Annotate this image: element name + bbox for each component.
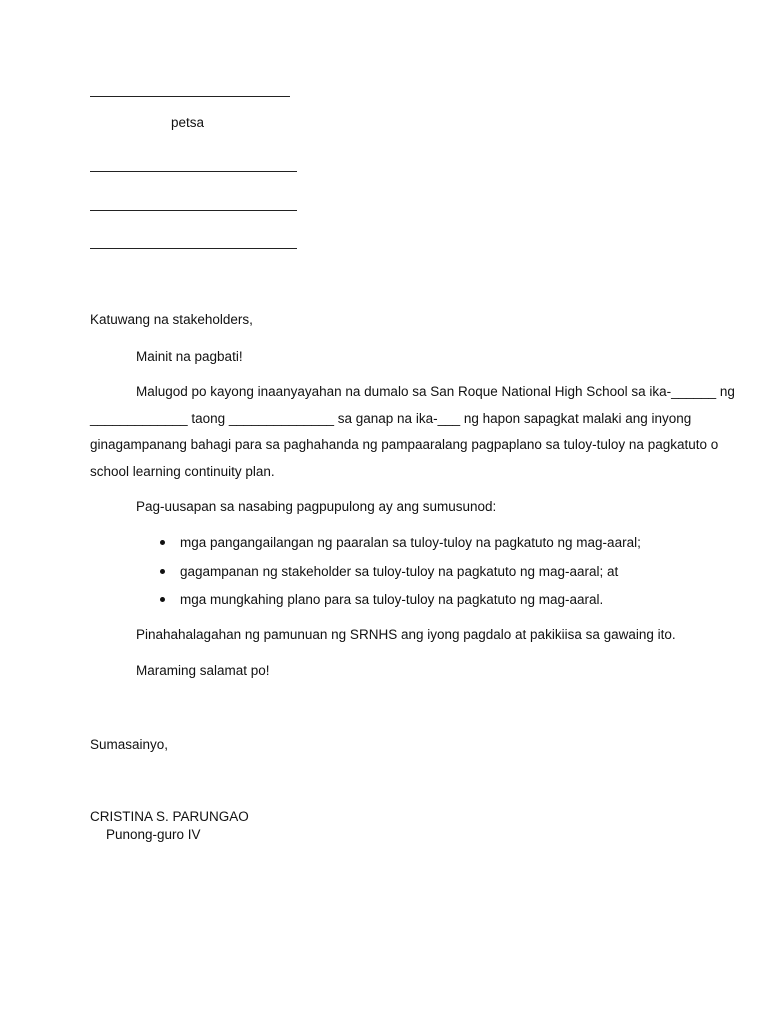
list-item: mga pangangailangan ng paaralan sa tuloy-tuloy na pagkatuto ng mag-aaral;	[160, 535, 641, 564]
list-item: gagampanan ng stakeholder sa tuloy-tuloy na pagkatuto ng mag-aaral; at	[160, 564, 641, 593]
list-item: mga mungkahing plano para sa tuloy-tuloy na pagkatuto ng mag-aaral.	[160, 592, 641, 621]
date-label: petsa	[171, 115, 205, 130]
thanks: Maraming salamat po!	[136, 663, 270, 678]
date-blank-line	[90, 96, 290, 97]
invitation-line-4: school learning continuity plan.	[90, 464, 275, 479]
greeting: Mainit na pagbati!	[136, 349, 243, 364]
recipient-blank-line-1	[90, 171, 297, 172]
agenda-intro: Pag-uusapan sa nasabing pagpupulong ay ang sumusunod:	[136, 499, 497, 514]
appreciation: Pinahahalagahan ng pamunuan ng SRNHS ang iyong pagdalo at pakikiisa sa gawaing ito.	[136, 627, 676, 642]
salutation: Katuwang na stakeholders,	[90, 312, 253, 327]
recipient-blank-line-2	[90, 210, 297, 211]
signatory-title: Punong-guro IV	[106, 827, 201, 842]
invitation-line-3: ginagampanang bahagi para sa paghahanda ng pampaaralang pagpaplano sa tuloy-tuloy na pagkatuto o	[90, 437, 719, 452]
agenda-list	[160, 535, 641, 621]
invitation-line-2: _____________ taong ______________ sa ganap na ika-___ ng hapon sapagkat malaki ang inyong	[90, 411, 692, 426]
recipient-blank-line-3	[90, 248, 297, 249]
closing: Sumasainyo,	[90, 737, 169, 752]
signatory-name: CRISTINA S. PARUNGAO	[90, 809, 249, 824]
invitation-line-1: Malugod po kayong inaanyayahan na dumalo sa San Roque National High School sa ika-______ ng	[136, 384, 735, 399]
